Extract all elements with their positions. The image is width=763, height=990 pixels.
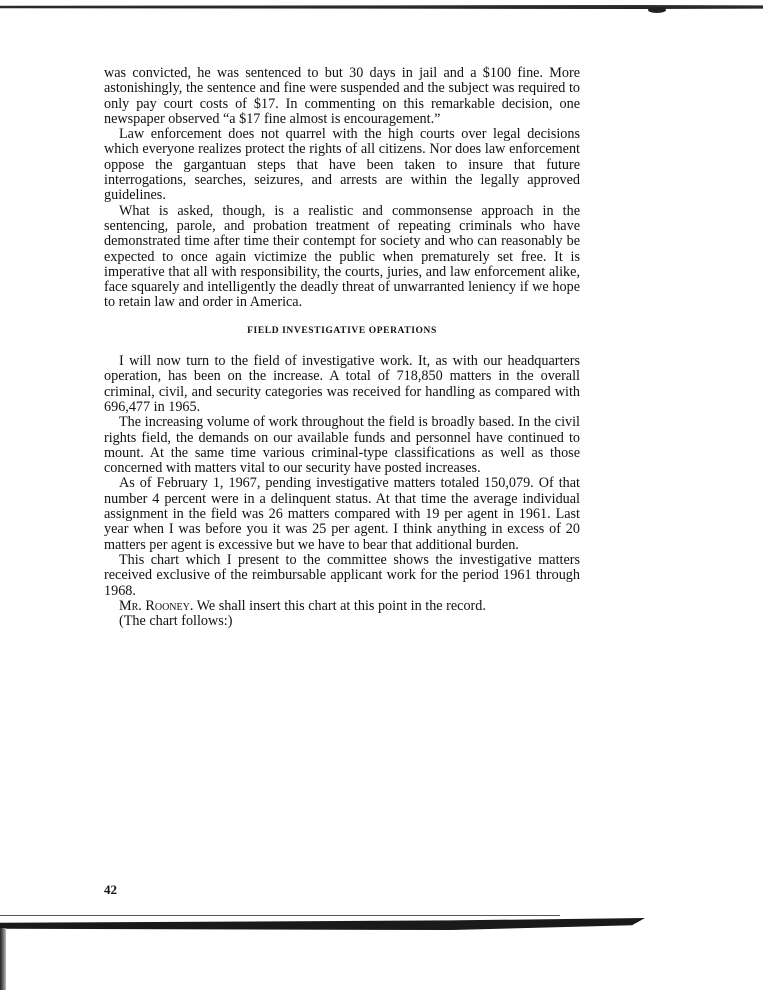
paragraph-chart-intro: This chart which I present to the committee shows the investigative matters received exclusive of the reimbursable applicant work for the period 1961 through 1968. — [104, 551, 580, 599]
top-scan-mark — [648, 7, 666, 13]
left-scan-edge — [0, 928, 6, 990]
paragraph-chart-note: (The chart follows:) — [119, 613, 233, 630]
bottom-thin-line — [0, 915, 560, 916]
paragraph-law-enforcement: Law enforcement does not quarrel with the high courts over legal decisions which everyone realizes protect the rights of all citizens. Nor does law enforcement oppose the gargantuan steps that have been taken to insure that future interrogations, searches, seizures, and arrests are within the legally approved guidelines. — [104, 126, 580, 204]
rooney-statement: We shall insert this chart at this point in the record. — [193, 597, 486, 614]
speaker-name: Mr. Rooney. — [119, 597, 194, 614]
paragraph-pending-matters: As of February 1, 1967, pending investigative matters totaled 150,079. Of that number 4 percent were in a delinquent status. At that time the average individual assignment in the field was 26 matters compared with 19 per agent in 1961. Last year when I was before you it was 25 per agent. I think anything in excess of 20 matters per agent is excessive but we have to bear that additional burden. — [104, 475, 580, 553]
paragraph-conviction: was convicted, he was sentenced to but 30 days in jail and a $100 fine. More astonishingly, the sentence and fine were suspended and the subject was required to only pay court costs of $17. In commenting on this remarkable decision, one newspaper observed “a $17 fine almost is encouragement.” — [104, 65, 580, 127]
paragraph-leniency: What is asked, though, is a realistic and commonsense approach in the sentencing, parole, and probation treatment of repeating criminals who have demonstrated time after time their contempt for society and who can reasonably be expected to once again victimize the public when prematurely set free. It is imperative that all with responsibility, the courts, juries, and law enforcement alike, face squarely and intelligently the deadly threat of unwarranted leniency if we hope to retain law and order in America. — [104, 202, 580, 311]
paragraph-workload: The increasing volume of work throughout the field is broadly based. In the civil rights field, the demands on our available funds and personnel have continued to mount. At the same time various criminal-type classifications as well as those concerned with matters vital to our security have posted increases. — [104, 414, 580, 477]
section-heading: FIELD INVESTIGATIVE OPERATIONS — [247, 325, 437, 336]
paragraph-rooney — [104, 599, 580, 614]
bottom-scan-rule — [0, 912, 645, 934]
page-number: 42 — [104, 882, 117, 897]
paragraph-investigative-work: I will now turn to the field of investigative work. It, as with our headquarters operation, has been on the increase. A total of 718,850 matters in the overall criminal, civil, and security categories was received for handling as compared with 696,477 in 1965. — [104, 353, 580, 415]
document-body — [104, 66, 580, 629]
bottom-thick-line — [0, 918, 645, 930]
